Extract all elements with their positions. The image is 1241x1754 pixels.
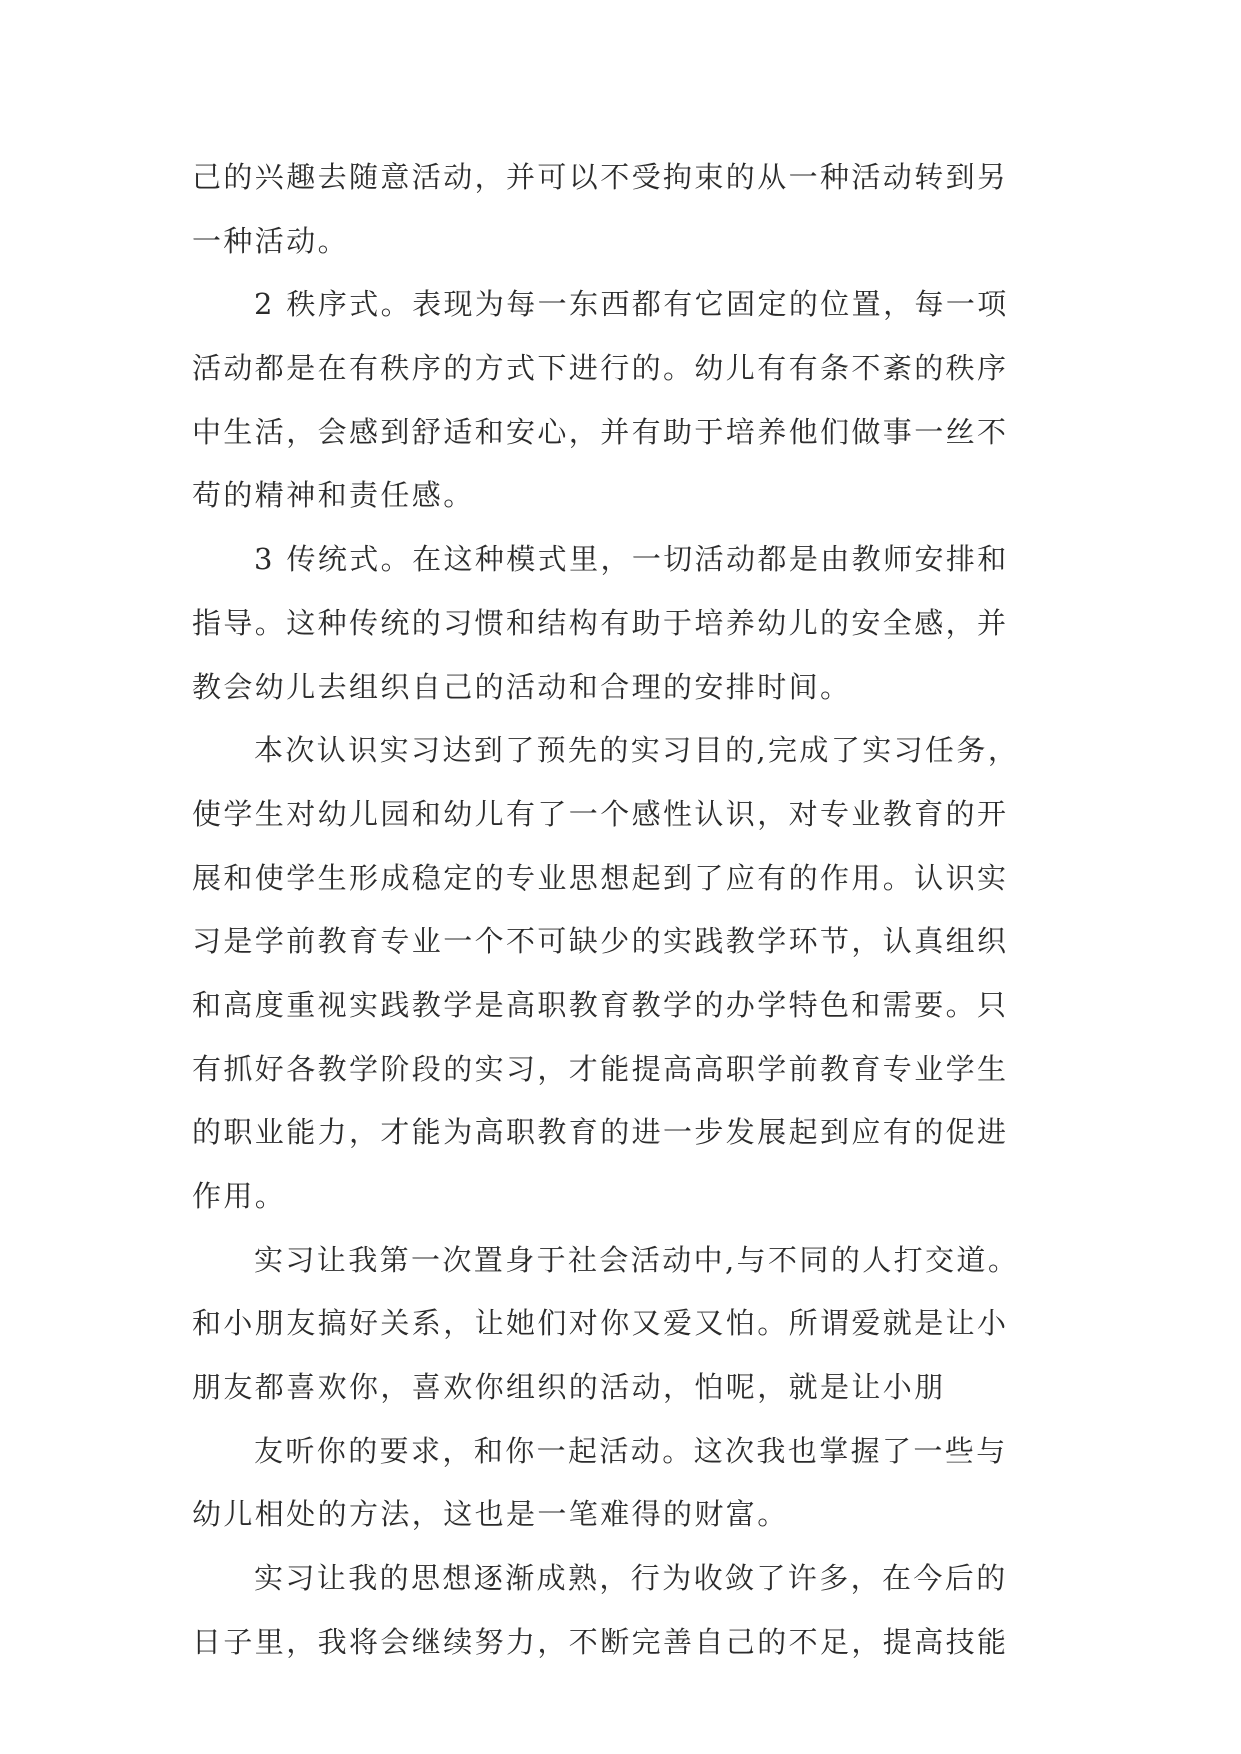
text-line: 活动都是在有秩序的方式下进行的。幼儿有有条不紊的秩序 xyxy=(192,351,1009,386)
paragraph-2 xyxy=(192,273,1052,528)
text-line: 作用。 xyxy=(192,1179,287,1213)
text-line: 己的兴趣去随意活动，并可以不受拘束的从一种活动转到另 xyxy=(192,160,1009,194)
text-line: 使学生对幼儿园和幼儿有了一个感性认识，对专业教育的开 xyxy=(192,796,1009,831)
text-line: 本次认识实习达到了预先的实习目的,完成了实习任务， xyxy=(254,733,1020,768)
paragraph-4 xyxy=(192,719,1052,1229)
text-line: 一种活动。 xyxy=(192,223,350,258)
paragraph-1 xyxy=(192,146,1052,273)
paragraph-5 xyxy=(192,1229,1052,1420)
text-line: 中生活，会感到舒适和安心，并有助于培养他们做事一丝不 xyxy=(192,414,1009,449)
text-line: 2 秩序式。表现为每一东西都有它固定的位置，每一项 xyxy=(254,287,1009,322)
text-line: 的职业能力，才能为高职教育的进一步发展起到应有的促进 xyxy=(192,1115,1009,1150)
text-line: 和小朋友搞好关系，让她们对你又爱又怕。所谓爱就是让小 xyxy=(192,1306,1009,1341)
paragraph-6 xyxy=(192,1420,1052,1547)
text-line: 实习让我的思想逐渐成熟，行为收敛了许多，在今后的 xyxy=(254,1561,1008,1596)
text-line: 3 传统式。在这种模式里，一切活动都是由教师安排和 xyxy=(254,542,1009,577)
text-line: 实习让我第一次置身于社会活动中,与不同的人打交道。 xyxy=(254,1242,1020,1277)
text-line: 习是学前教育专业一个不可缺少的实践教学环节，认真组织 xyxy=(192,924,1009,959)
text-line: 幼儿相处的方法，这也是一笔难得的财富。 xyxy=(192,1497,789,1532)
text-line: 苟的精神和责任感。 xyxy=(192,478,475,513)
paragraph-7 xyxy=(192,1547,1052,1674)
text-line: 和高度重视实践教学是高职教育教学的办学特色和需要。只 xyxy=(192,987,1009,1022)
text-line: 展和使学生形成稳定的专业思想起到了应有的作用。认识实 xyxy=(192,860,1009,895)
text-line: 指导。这种传统的习惯和结构有助于培养幼儿的安全感，并 xyxy=(192,605,1009,640)
paragraph-3 xyxy=(192,528,1052,719)
text-line: 朋友都喜欢你，喜欢你组织的活动，怕呢，就是让小朋 xyxy=(192,1370,946,1405)
text-line: 日子里，我将会继续努力，不断完善自己的不足，提高技能 xyxy=(192,1624,1009,1659)
text-line: 有抓好各教学阶段的实习，才能提高高职学前教育专业学生 xyxy=(192,1051,1009,1086)
text-line: 教会幼儿去组织自己的活动和合理的安排时间。 xyxy=(192,669,852,704)
document-page xyxy=(192,146,1052,1675)
text-line: 友听你的要求，和你一起活动。这次我也掌握了一些与 xyxy=(254,1433,1008,1468)
